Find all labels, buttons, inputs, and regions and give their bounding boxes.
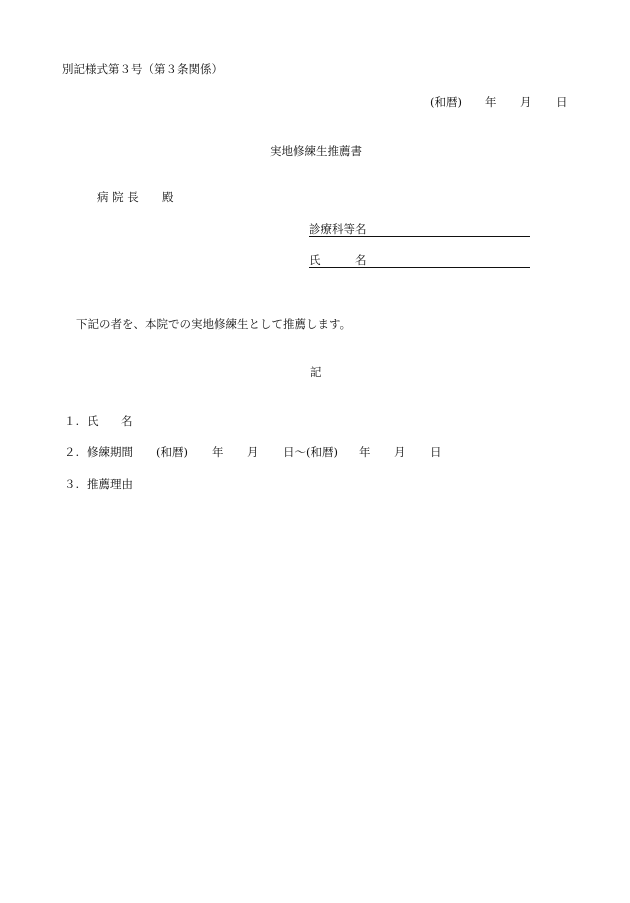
item-name-label-1: 氏 <box>87 414 99 428</box>
item-period-label: 修練期間 <box>87 445 133 459</box>
date-era: (和暦) <box>430 95 462 109</box>
addressee-recipient: 病 院 長 <box>97 190 139 204</box>
department-label: 診療科等名 <box>309 222 367 236</box>
date-year: 年 <box>485 95 497 109</box>
date-day: 日 <box>556 95 568 109</box>
item-reason-label: 推薦理由 <box>87 477 133 491</box>
item-name-label-2: 名 <box>121 414 133 428</box>
period-end-month: 月 <box>394 445 406 459</box>
department-underline <box>309 236 530 237</box>
item-period-number: ２. <box>64 445 80 459</box>
sender-name-underline <box>309 267 530 268</box>
sender-name-label-2: 名 <box>355 253 367 267</box>
date-month: 月 <box>520 95 532 109</box>
period-start-era: (和暦) <box>156 445 188 459</box>
period-end-year: 年 <box>359 445 371 459</box>
body-text: 下記の者を、本院での実地修練生として推薦します。 <box>76 317 352 331</box>
period-end-day: 日 <box>430 445 442 459</box>
period-start-month: 月 <box>247 445 259 459</box>
item-name-number: １. <box>64 414 80 428</box>
form-number: 別記様式第３号（第３条関係） <box>62 62 223 76</box>
ki-heading: 記 <box>310 365 322 379</box>
document-title: 実地修練生推薦書 <box>270 144 362 158</box>
sender-name-label-1: 氏 <box>309 253 321 267</box>
period-start-day-tilde: 日〜(和暦) <box>283 445 338 459</box>
addressee-honorific: 殿 <box>162 190 174 204</box>
period-start-year: 年 <box>212 445 224 459</box>
item-reason-number: ３. <box>64 477 80 491</box>
